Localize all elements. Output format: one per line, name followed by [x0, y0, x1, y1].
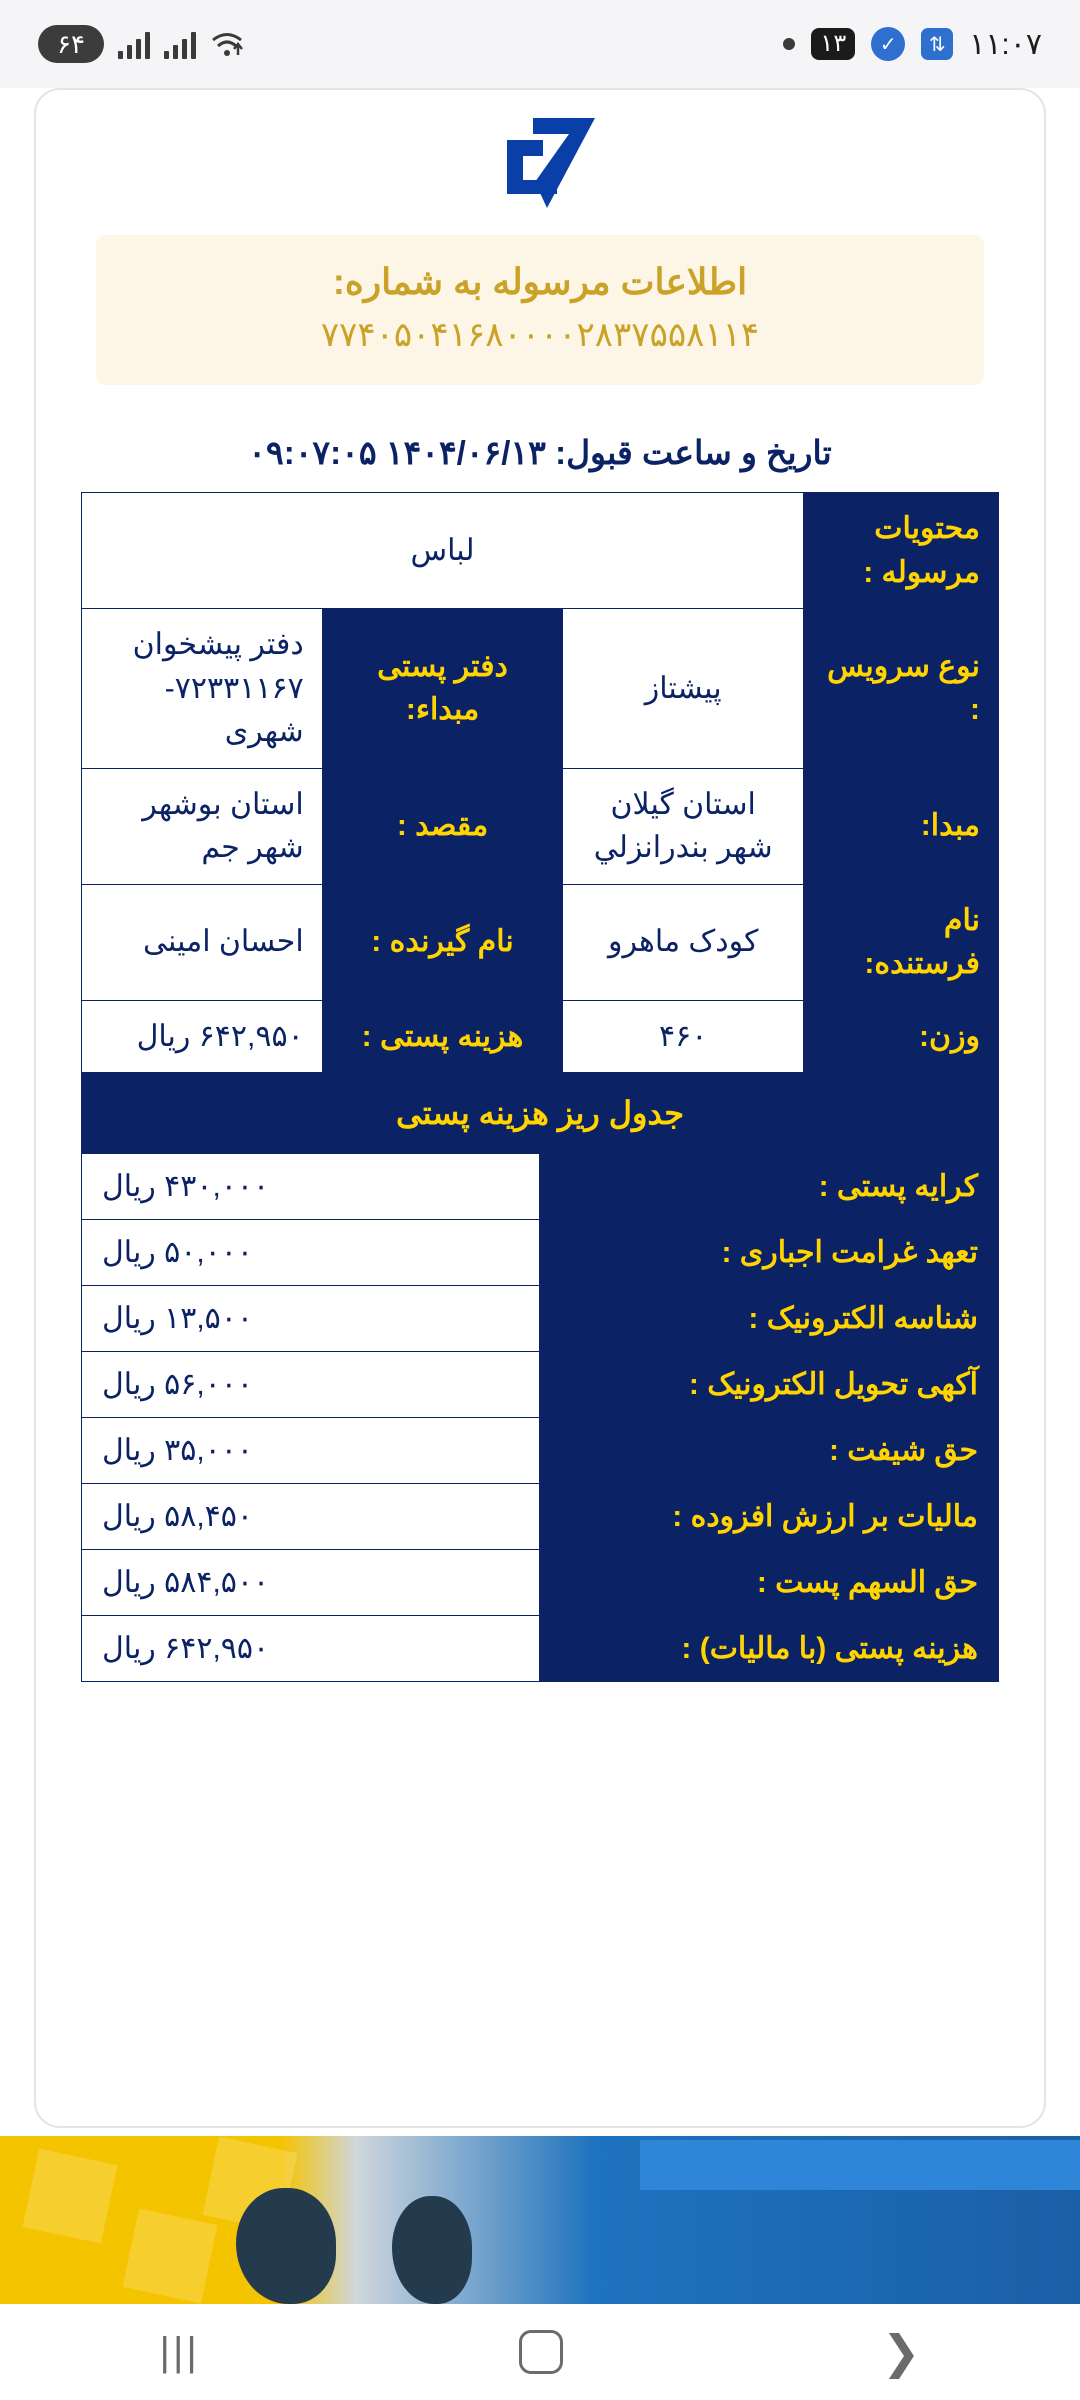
row-value-origin-office: دفتر پیشخوان ۷۲۳۳۱۱۶۷-شهری: [82, 609, 323, 769]
table-row: [82, 1154, 999, 1220]
table-row: [82, 1286, 999, 1352]
post-bird-logo: [473, 112, 608, 217]
row-value-postage: ۶۴۲,۹۵۰ ریال: [82, 1000, 323, 1073]
fee-label-e-id: شناسه الکترونیک :: [540, 1286, 999, 1352]
row-label-postage: هزینه پستی :: [322, 1000, 563, 1073]
home-button[interactable]: [519, 2330, 563, 2374]
shipment-info-table: [81, 492, 999, 1073]
row-label-origin: مبدا:: [804, 768, 999, 884]
fee-value-e-id: ۱۳,۵۰۰ ریال: [82, 1286, 540, 1352]
fee-value-e-delivery-notice: ۵۶,۰۰۰ ریال: [82, 1352, 540, 1418]
shipment-info-card: [34, 88, 1046, 2128]
signal-bars-icon-2: [164, 29, 196, 59]
status-bar-clock: ۱۱:۰۷: [969, 27, 1042, 61]
fee-label-shift: حق شیفت :: [540, 1418, 999, 1484]
signal-bars-icon: [118, 29, 150, 59]
fee-value-vat: ۵۸,۴۵۰ ریال: [82, 1484, 540, 1550]
row-value-service-type: پیشتاز: [563, 609, 804, 769]
dot-indicator-icon: [783, 38, 795, 50]
row-value-sender: کودک ماهرو: [563, 884, 804, 1000]
hex-decoration-icon: [23, 2149, 118, 2244]
row-label-contents: محتویات مرسوله :: [804, 493, 999, 609]
row-label-sender: نام فرستنده:: [804, 884, 999, 1000]
ad-silhouette-icon: [392, 2196, 472, 2304]
logo-container: [36, 90, 1044, 227]
fee-label-total: هزینه پستی (با مالیات) :: [540, 1616, 999, 1682]
status-bar-left: [38, 25, 244, 63]
fee-value-insurance: ۵۰,۰۰۰ ریال: [82, 1220, 540, 1286]
table-row: [82, 1418, 999, 1484]
hex-decoration-icon: [123, 2209, 218, 2304]
fee-value-shift: ۳۵,۰۰۰ ریال: [82, 1418, 540, 1484]
status-bar-right: [783, 27, 1042, 62]
wifi-upload-icon: [210, 29, 244, 59]
ad-silhouette-icon: [236, 2188, 336, 2304]
fee-value-total: ۶۴۲,۹۵۰ ریال: [82, 1616, 540, 1682]
ad-panel-decoration: [640, 2140, 1080, 2190]
tracking-banner: [96, 235, 984, 385]
notification-count-badge: ۱۳: [811, 28, 855, 60]
row-label-origin-office: دفتر پستی مبداء:: [322, 609, 563, 769]
banner-title: اطلاعات مرسوله به شماره:: [332, 261, 748, 302]
tracking-number: ۷۷۴۰۵۰۴۱۶۸۰۰۰۰۲۸۳۷۵۵۸۱۱۴: [320, 316, 760, 354]
back-button[interactable]: ❯: [881, 2326, 921, 2378]
acceptance-datetime: تاریخ و ساعت قبول: ۱۴۰۴/۰۶/۱۳ ۰۹:۰۷:۰۵: [248, 434, 832, 471]
table-row: [82, 1550, 999, 1616]
row-label-receiver: نام گیرنده :: [322, 884, 563, 1000]
battery-badge: ۶۴: [38, 25, 104, 63]
table-row: [82, 1220, 999, 1286]
android-navigation-bar: [0, 2304, 1080, 2400]
fee-label-shipping: کرایه پستی :: [540, 1154, 999, 1220]
status-bar: [0, 0, 1080, 88]
shield-check-icon: ✓: [871, 27, 905, 61]
table-row: [82, 884, 999, 1000]
row-value-contents: لباس: [82, 493, 804, 609]
table-row: [82, 1000, 999, 1073]
row-value-destination: استان بوشهر شهر جم: [82, 768, 323, 884]
row-label-service-type: نوع سرویس :: [804, 609, 999, 769]
table-row: [82, 768, 999, 884]
table-row: [82, 1484, 999, 1550]
data-transfer-icon: ⇅: [921, 28, 953, 60]
fee-label-vat: مالیات بر ارزش افزوده :: [540, 1484, 999, 1550]
fee-value-post-share: ۵۸۴,۵۰۰ ریال: [82, 1550, 540, 1616]
fee-label-post-share: حق السهم پست :: [540, 1550, 999, 1616]
bottom-ad-banner[interactable]: [0, 2136, 1080, 2304]
recents-button[interactable]: |||: [159, 2330, 200, 2374]
table-row: [82, 609, 999, 769]
table-row: [82, 1352, 999, 1418]
table-row: [82, 493, 999, 609]
row-value-receiver: احسان امینی: [82, 884, 323, 1000]
row-value-origin: استان گیلان شهر بندرانزلي: [563, 768, 804, 884]
row-label-destination: مقصد :: [322, 768, 563, 884]
row-label-weight: وزن:: [804, 1000, 999, 1073]
row-value-weight: ۴۶۰: [563, 1000, 804, 1073]
fee-label-insurance: تعهد غرامت اجباری :: [540, 1220, 999, 1286]
table-row: [82, 1616, 999, 1682]
fee-label-e-delivery-notice: آکهی تحویل الکترونیک :: [540, 1352, 999, 1418]
fee-value-shipping: ۴۳۰,۰۰۰ ریال: [82, 1154, 540, 1220]
fees-breakdown-table: [81, 1153, 999, 1682]
fees-section-title: جدول ریز هزینه پستی: [81, 1073, 999, 1153]
